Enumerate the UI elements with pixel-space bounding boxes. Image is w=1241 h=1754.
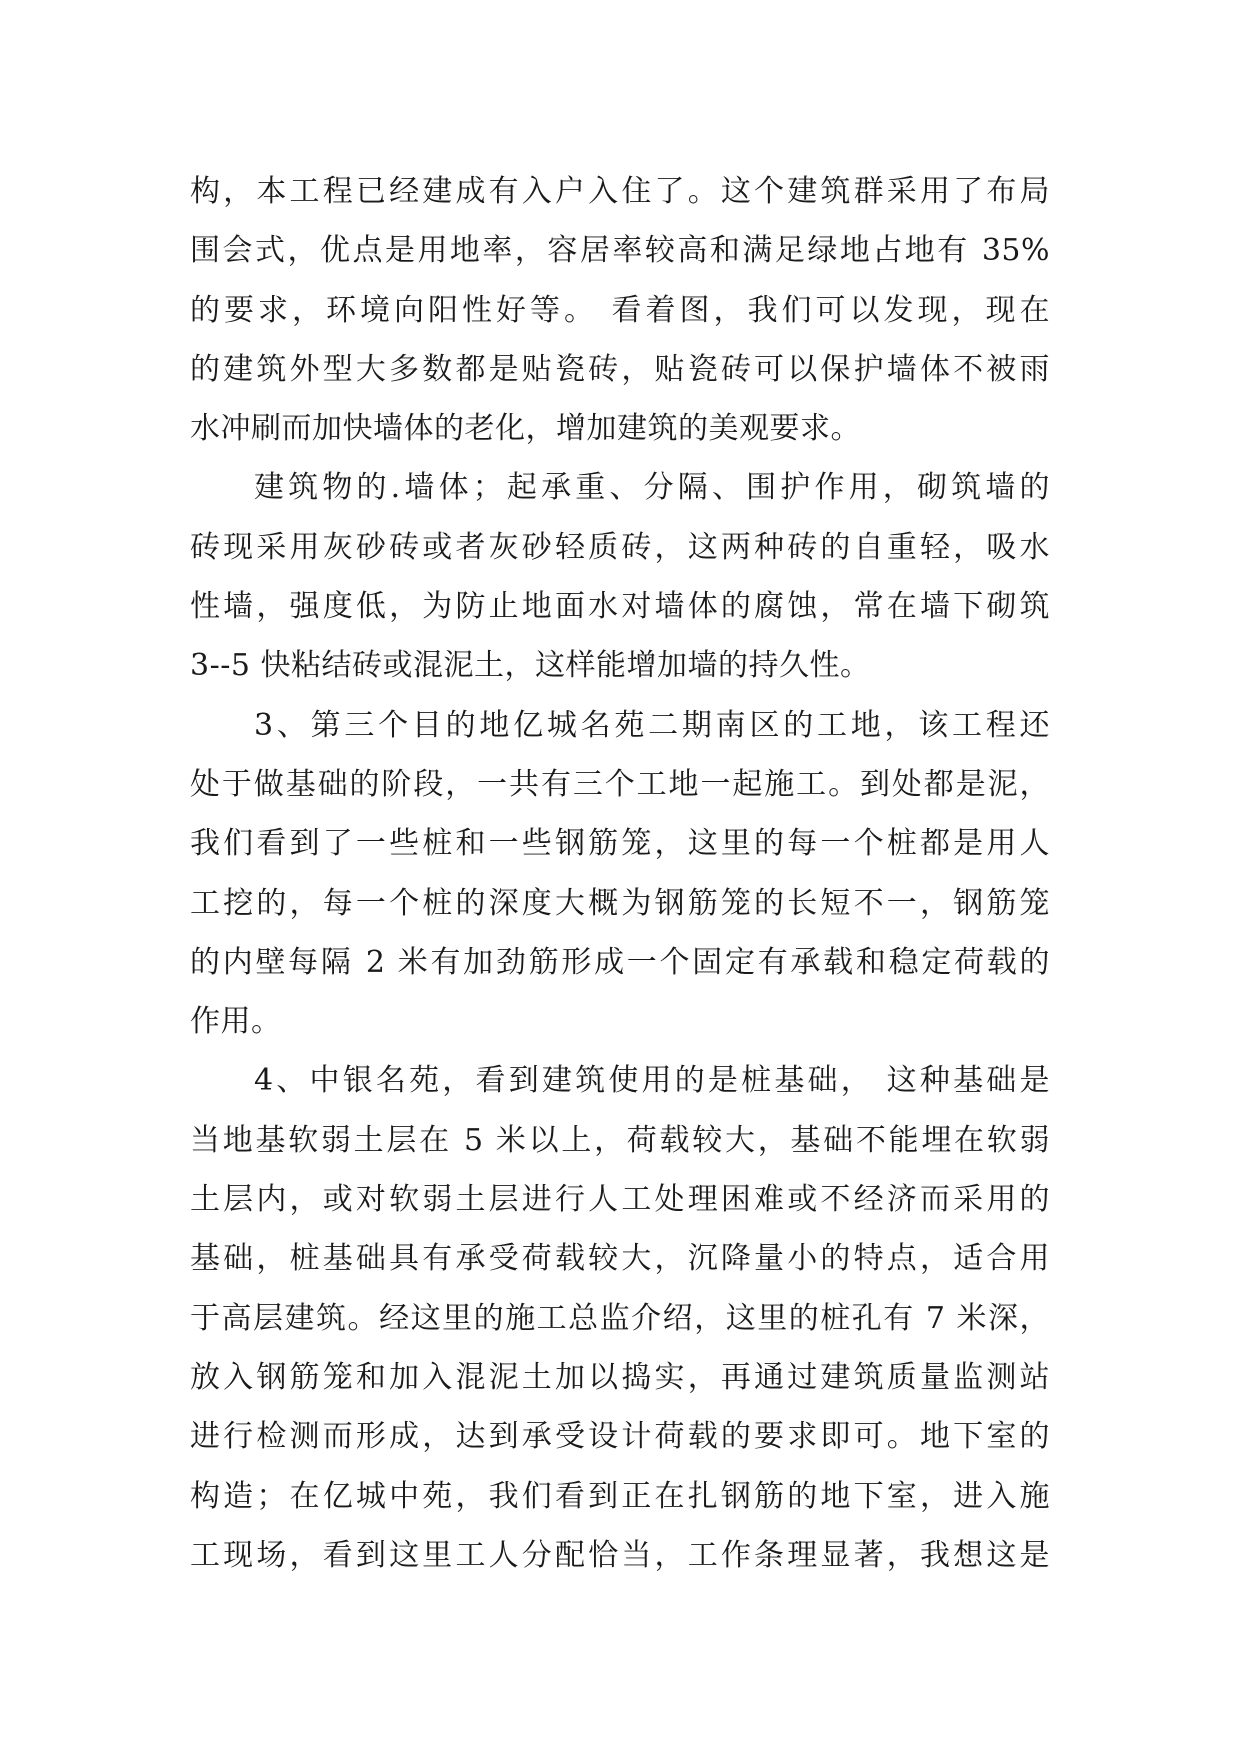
- text-line: 3--5 快粘结砖或混泥土，这样能增加墙的持久性。: [190, 648, 871, 684]
- text-line: 4、中银名苑，看到建筑使用的是桩基础， 这种基础是: [254, 1063, 1050, 1099]
- text-line: 的要求，环境向阳性好等。 看着图，我们可以发现，现在: [190, 292, 1050, 328]
- text-line: 于高层建筑。经这里的施工总监介绍，这里的桩孔有 7 米深，: [190, 1300, 1050, 1336]
- text-line: 性墙，强度低，为防止地面水对墙体的腐蚀，常在墙下砌筑: [190, 589, 1050, 625]
- text-line: 砖现采用灰砂砖或者灰砂轻质砖，这两种砖的自重轻，吸水: [190, 529, 1050, 565]
- text-line: 放入钢筋笼和加入混泥土加以捣实，再通过建筑质量监测站: [190, 1359, 1050, 1395]
- text-line: 的内壁每隔 2 米有加劲筋形成一个固定有承载和稳定荷载的: [190, 944, 1050, 980]
- text-line: 当地基软弱土层在 5 米以上，荷载较大，基础不能埋在软弱: [190, 1122, 1050, 1158]
- text-line: 土层内，或对软弱土层进行人工处理困难或不经济而采用的: [190, 1182, 1050, 1218]
- text-line: 作用。: [190, 1004, 282, 1040]
- body-text: [190, 162, 1050, 1585]
- text-line: 3、第三个目的地亿城名苑二期南区的工地，该工程还: [254, 707, 1050, 743]
- paragraph-2: [190, 458, 1050, 695]
- text-line: 我们看到了一些桩和一些钢筋笼，这里的每一个桩都是用人: [190, 826, 1050, 862]
- text-line: 水冲刷而加快墙体的老化，增加建筑的美观要求。: [190, 411, 861, 447]
- text-line: 构，本工程已经建成有入户入住了。这个建筑群采用了布局: [190, 174, 1050, 209]
- text-line: 进行检测而形成，达到承受设计荷载的要求即可。地下室的: [190, 1419, 1050, 1455]
- text-line: 处于做基础的阶段，一共有三个工地一起施工。到处都是泥，: [190, 766, 1050, 802]
- text-line: 构造；在亿城中苑，我们看到正在扎钢筋的地下室，进入施: [190, 1478, 1050, 1514]
- paragraph-1: [190, 162, 1050, 458]
- text-line: 围会式，优点是用地率，容居率较高和满足绿地占地有 35%: [190, 233, 1050, 269]
- text-line: 的建筑外型大多数都是贴瓷砖，贴瓷砖可以保护墙体不被雨: [190, 351, 1050, 387]
- text-line: 基础，桩基础具有承受荷载较大，沉降量小的特点，适合用: [190, 1241, 1050, 1277]
- paragraph-3: [190, 696, 1050, 1052]
- text-line: 工挖的，每一个桩的深度大概为钢筋笼的长短不一，钢筋笼: [190, 885, 1050, 921]
- text-line: 建筑物的.墙体；起承重、分隔、围护作用，砌筑墙的: [254, 470, 1050, 506]
- paragraph-4: [190, 1051, 1050, 1585]
- text-line: 工现场，看到这里工人分配恰当，工作条理显著，我想这是: [190, 1537, 1050, 1573]
